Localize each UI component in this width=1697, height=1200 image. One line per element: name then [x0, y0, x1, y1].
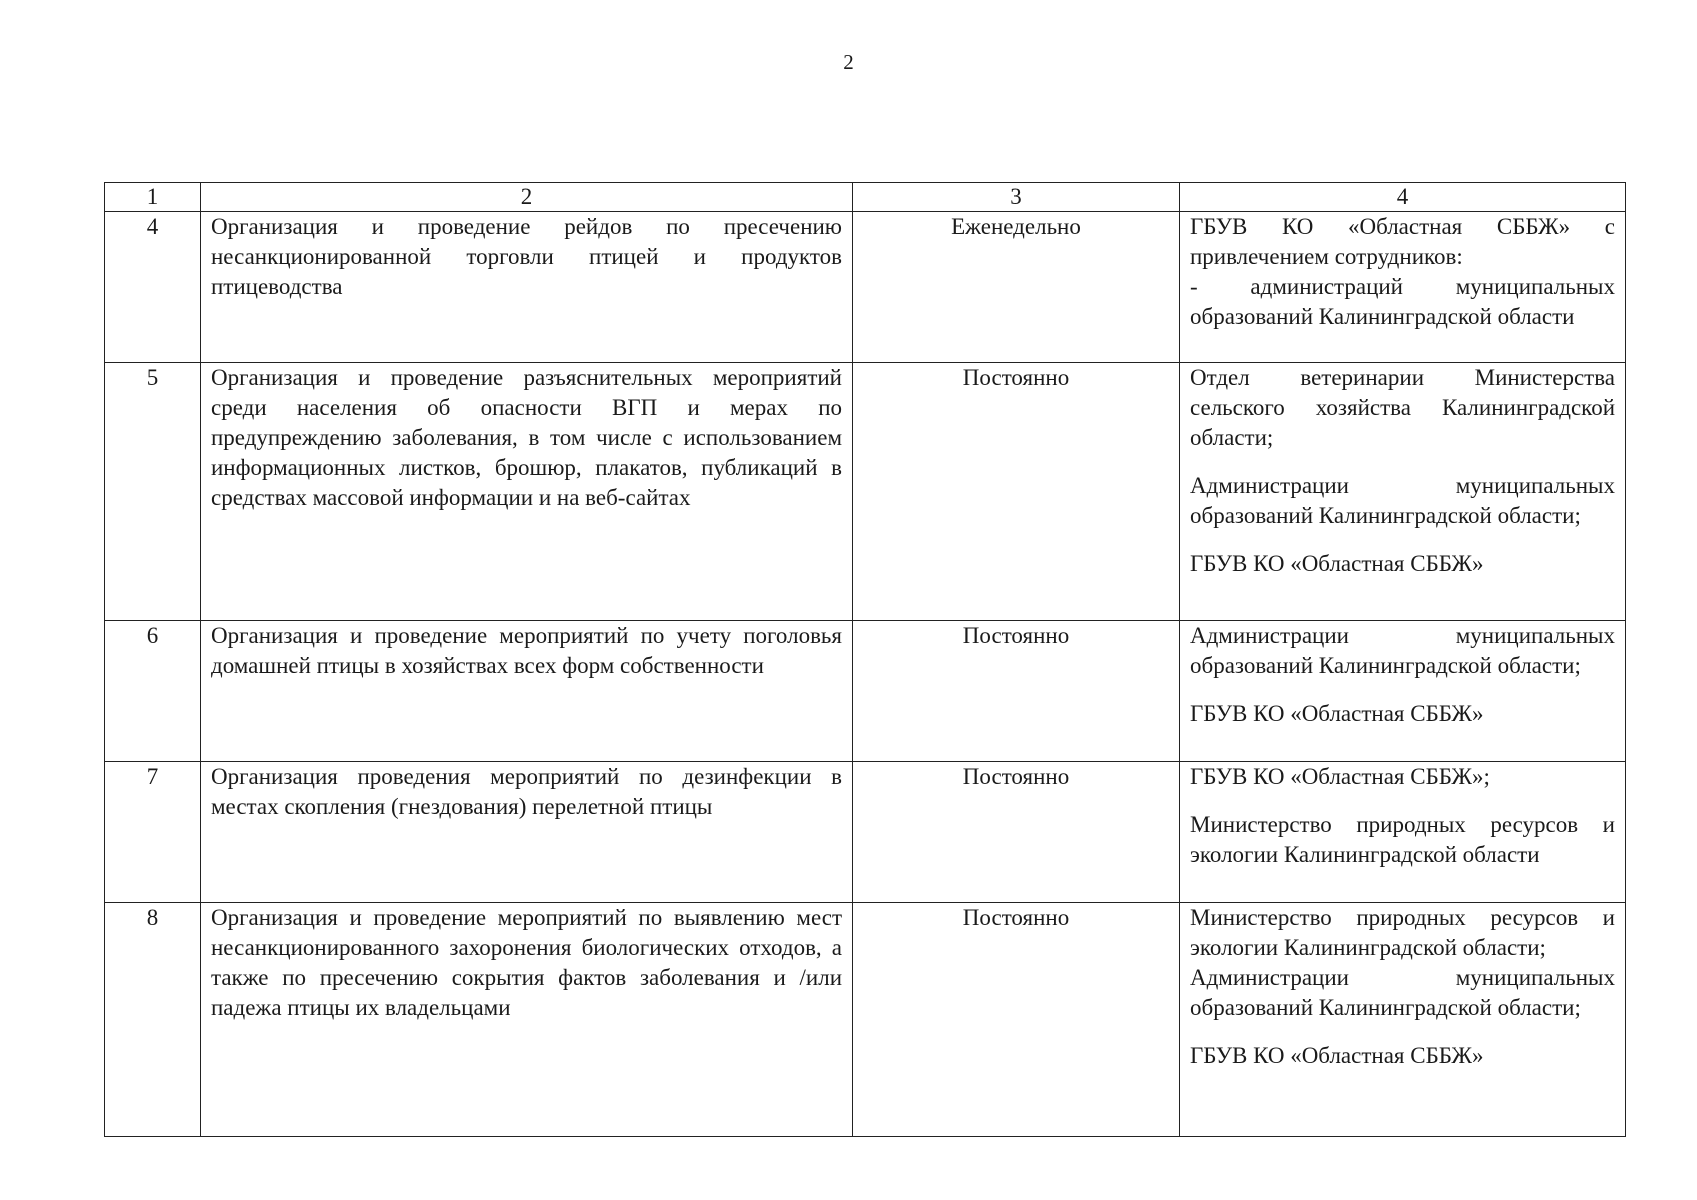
page-number: 2 [843, 50, 854, 74]
measure-description: Организация и проведение рейдов по пресечению несанкционированной торговли птицей и продуктов птицеводства [201, 212, 853, 363]
responsible-parties [1180, 903, 1626, 1137]
responsible-party: Отдел ветеринарии Министерства сельского хозяйства Калининградской области; [1190, 365, 1615, 450]
measure-description: Организация и проведение разъяснительных мероприятий среди населения об опасности ВГП и мерах по предупреждению заболевания, в том числе с использованием информационных листков, брошюр, плакатов, публикаций в средствах массовой информации и на веб-сайтах [201, 363, 853, 621]
responsible-party: Администрации муниципальных образований Калининградской области; [1190, 473, 1615, 528]
row-number: 7 [105, 762, 201, 903]
measures-table [104, 182, 1626, 1137]
row-number: 4 [105, 212, 201, 363]
responsible-parties [1180, 621, 1626, 762]
row-number: 8 [105, 903, 201, 1137]
responsible-party: Министерство природных ресурсов и экологии Калининградской области [1190, 812, 1615, 867]
responsible-parties [1180, 762, 1626, 903]
measure-description: Организация и проведение мероприятий по выявлению мест несанкционированного захоронения биологических отходов, а также по пресечению сокрытия фактов заболевания и /или падежа птицы их владельцами [201, 903, 853, 1137]
responsible-party: ГБУВ КО «Областная СББЖ» [1190, 551, 1484, 576]
responsible-party: Администрации муниципальных образований Калининградской области; [1190, 965, 1615, 1020]
measure-description: Организация проведения мероприятий по дезинфекции в местах скопления (гнездования) перелетной птицы [201, 762, 853, 903]
measure-frequency: Еженедельно [853, 212, 1180, 363]
responsible-party: - администраций муниципальных образований Калининградской области [1190, 274, 1615, 329]
responsible-party: ГБУВ КО «Областная СББЖ» [1190, 1043, 1484, 1068]
row-number: 5 [105, 363, 201, 621]
column-number-row [105, 183, 1626, 212]
measure-frequency: Постоянно [853, 363, 1180, 621]
column-number-1: 1 [105, 183, 201, 212]
measure-frequency: Постоянно [853, 762, 1180, 903]
responsible-parties [1180, 212, 1626, 363]
column-number-3: 3 [853, 183, 1180, 212]
table-row [105, 621, 1626, 762]
measure-frequency: Постоянно [853, 621, 1180, 762]
responsible-party: ГБУВ КО «Областная СББЖ» [1190, 701, 1484, 726]
table-row [105, 762, 1626, 903]
measure-description: Организация и проведение мероприятий по учету поголовья домашней птицы в хозяйствах всех форм собственности [201, 621, 853, 762]
column-number-4: 4 [1180, 183, 1626, 212]
measure-frequency: Постоянно [853, 903, 1180, 1137]
responsible-party: Администрации муниципальных образований Калининградской области; [1190, 623, 1615, 678]
responsible-parties [1180, 363, 1626, 621]
responsible-party: Министерство природных ресурсов и экологии Калининградской области; [1190, 905, 1615, 960]
table-row [105, 212, 1626, 363]
table-row [105, 903, 1626, 1137]
row-number: 6 [105, 621, 201, 762]
table-row [105, 363, 1626, 621]
responsible-party: ГБУВ КО «Областная СББЖ»; [1190, 764, 1490, 789]
column-number-2: 2 [201, 183, 853, 212]
responsible-party: ГБУВ КО «Областная СББЖ» с привлечением сотрудников: [1190, 214, 1615, 269]
